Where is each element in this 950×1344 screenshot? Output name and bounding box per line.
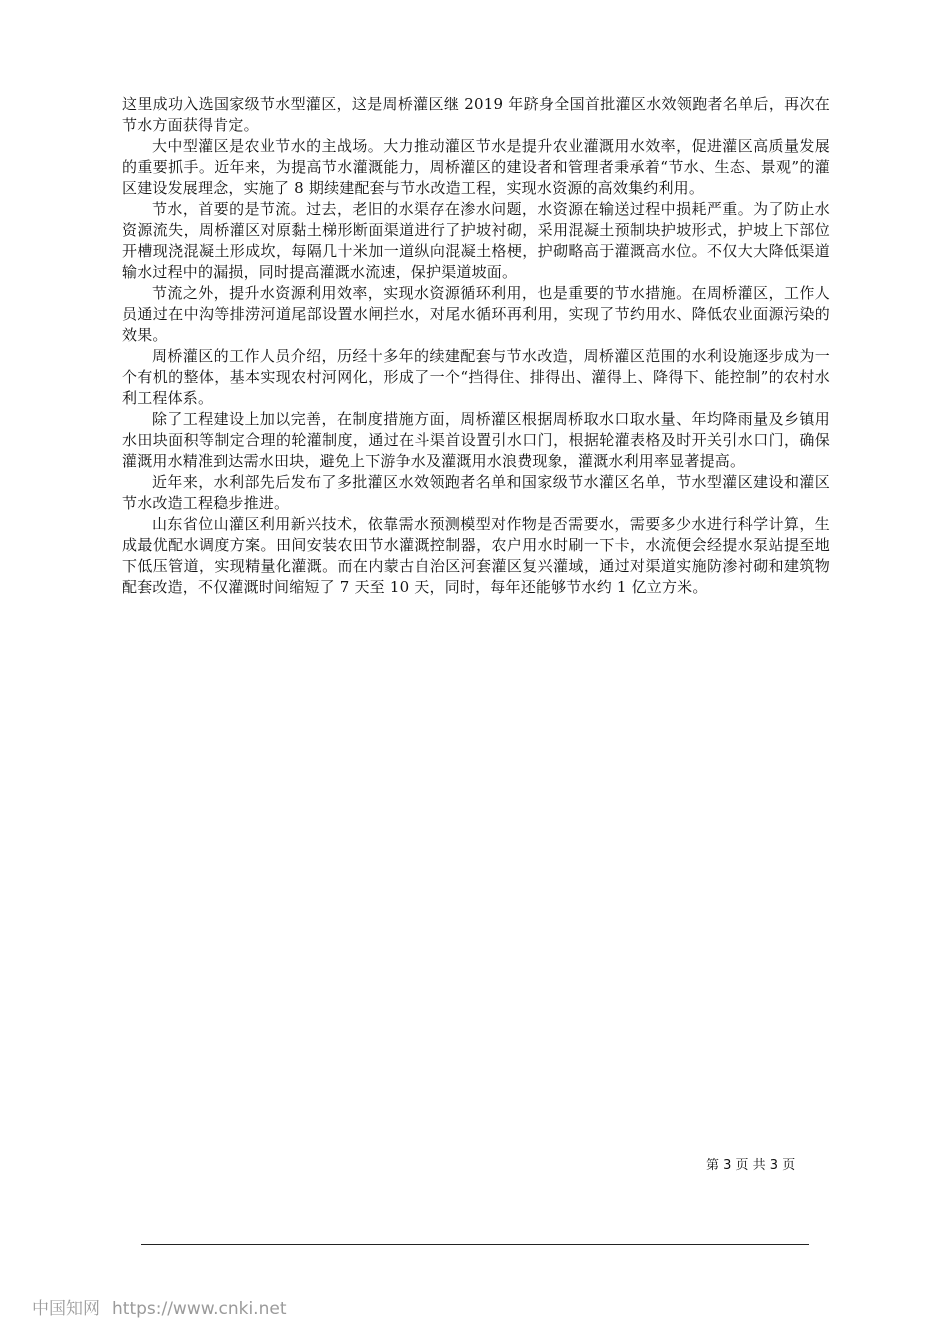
paragraph: 周桥灌区的工作人员介绍，历经十多年的续建配套与节水改造，周桥灌区范围的水利设施逐步成为一个有机的整体，基本实现农村河网化，形成了一个“挡得住、排得出、灌得上、降得下、能控制”的农村水利工程体系。 <box>122 347 830 407</box>
paragraph: 节流之外，提升水资源利用效率，实现水资源循环利用，也是重要的节水措施。在周桥灌区，工作人员通过在中沟等排涝河道尾部设置水闸拦水，对尾水循环再利用，实现了节约用水、降低农业面源污染的效果。 <box>122 284 830 344</box>
page-number: 第 3 页 共 3 页 <box>706 1158 796 1173</box>
paragraph: 山东省位山灌区利用新兴技术，依靠需水预测模型对作物是否需要水，需要多少水进行科学计算，生成最优配水调度方案。田间安装农田节水灌溉控制器，农户用水时刷一下卡，水流便会经提水泵站提至地下低压管道，实现精量化灌溉。而在内蒙古自治区河套灌区复兴灌域，通过对渠道实施防渗衬砌和建筑物配套改造，不仅灌溉时间缩短了 7 天至 10 天，同时，每年还能够节水约 1 亿立方米。 <box>122 515 830 596</box>
watermark-brand: 中国知网 <box>32 1299 100 1319</box>
paragraph: 除了工程建设上加以完善，在制度措施方面，周桥灌区根据周桥取水口取水量、年均降雨量及乡镇用水田块面积等制定合理的轮灌制度，通过在斗渠首设置引水口门，根据轮灌表格及时开关引水口门，确保灌溉用水精准到达需水田块，避免上下游争水及灌溉用水浪费现象，灌溉水利用率显著提高。 <box>122 410 830 470</box>
paragraph: 近年来，水利部先后发布了多批灌区水效领跑者名单和国家级节水灌区名单，节水型灌区建设和灌区节水改造工程稳步推进。 <box>122 473 830 512</box>
paragraph: 这里成功入选国家级节水型灌区，这是周桥灌区继 2019 年跻身全国首批灌区水效领跑者名单后，再次在节水方面获得肯定。 <box>122 95 830 134</box>
footer-divider <box>141 1244 809 1245</box>
cnki-watermark <box>32 1294 286 1319</box>
paragraph: 大中型灌区是农业节水的主战场。大力推动灌区节水是提升农业灌溉用水效率，促进灌区高质量发展的重要抓手。近年来，为提高节水灌溉能力，周桥灌区的建设者和管理者秉承着“节水、生态、景观”的灌区建设发展理念，实施了 8 期续建配套与节水改造工程，实现水资源的高效集约利用。 <box>122 137 830 197</box>
paragraph: 节水，首要的是节流。过去，老旧的水渠存在渗水问题，水资源在输送过程中损耗严重。为了防止水资源流失，周桥灌区对原黏土梯形断面渠道进行了护坡衬砌，采用混凝土预制块护坡形式，护坡上下部位开槽现浇混凝土形成坎，每隔几十米加一道纵向混凝土格梗，护砌略高于灌溉高水位。不仅大大降低渠道输水过程中的漏损，同时提高灌溉水流速，保护渠道坡面。 <box>122 200 830 281</box>
article-body <box>122 94 830 598</box>
watermark-url: https://www.cnki.net <box>112 1299 287 1319</box>
